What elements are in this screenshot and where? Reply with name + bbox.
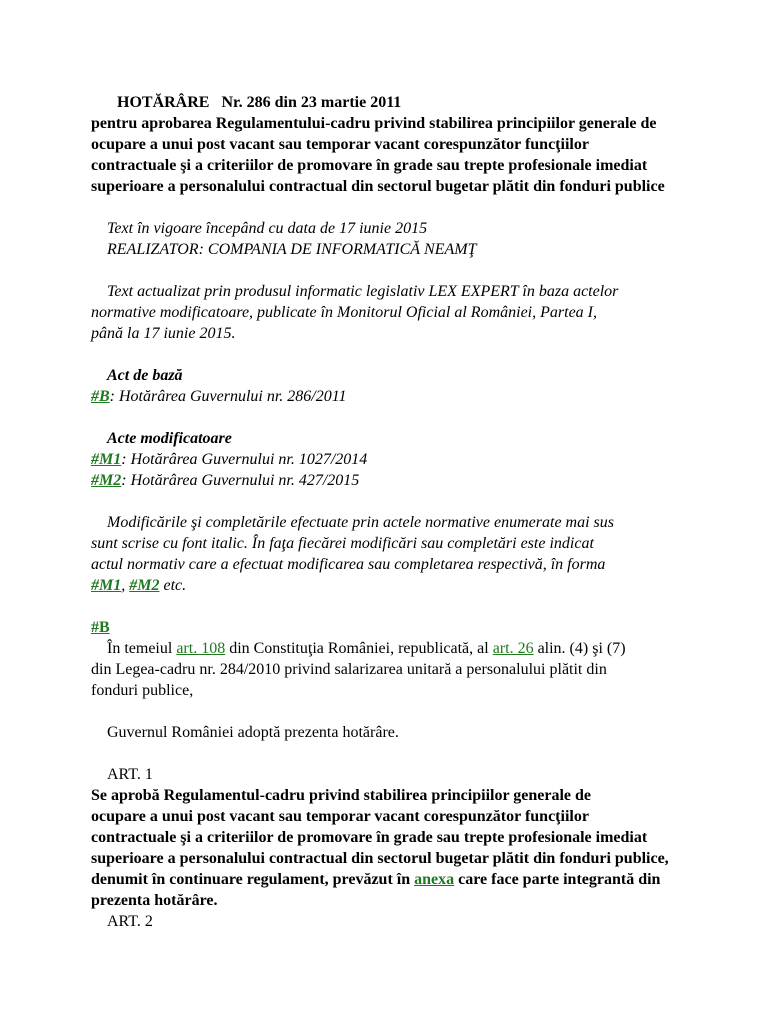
recital-text: În temeiul: [107, 640, 177, 657]
update-note-line: Text actualizat prin produsul informatic legislativ LEX EXPERT în baza actelor: [107, 283, 619, 300]
article-2-title: ART. 2: [107, 913, 153, 930]
body-tag-link[interactable]: #B: [91, 619, 110, 636]
art-108-link[interactable]: art. 108: [176, 640, 226, 657]
explanation-line: actul normativ care a efectuat modificarea sau completarea respectivă, în forma: [91, 556, 606, 573]
article-1-title: ART. 1: [107, 766, 153, 783]
article-1-line: ocupare a unui post vacant sau temporar vacant corespunzător funcţiilor: [91, 808, 589, 825]
example-link-m2[interactable]: #M2: [129, 577, 160, 594]
modifying-acts-heading: Acte modificatoare: [107, 430, 232, 447]
explanation-tail: etc.: [159, 577, 187, 594]
modifying-act-link-m2[interactable]: #M2: [91, 472, 122, 489]
base-act-heading: Act de bază: [107, 367, 183, 384]
body-tag-line: [91, 617, 691, 638]
recital-text: din Constituţia României, republicată, al: [225, 640, 493, 657]
separator: :: [121, 451, 127, 468]
act-number: Nr. 286 din 23 martie 2011: [221, 94, 402, 111]
base-act-text: Hotărârea Guvernului nr. 286/2011: [119, 388, 347, 405]
in-force-note: Text în vigoare începând cu data de 17 iunie 2015: [107, 220, 428, 237]
explanation-line: sunt scrise cu font italic. În faţa fiecărei modificări sau completări este indicat: [91, 535, 594, 552]
act-type: HOTĂRÂRE: [117, 94, 210, 111]
art-26-link[interactable]: art. 26: [492, 640, 534, 657]
update-note-line: normative modificatoare, publicate în Monitorul Oficial al României, Partea I,: [91, 304, 597, 321]
article-1-text: care face parte integrantă din: [454, 871, 661, 888]
act-subject-line: contractuale şi a criteriilor de promovare în grade sau trepte profesionale imediat: [91, 157, 648, 174]
explanation-line: [91, 575, 691, 596]
article-1-text: denumit în continuare regulament, prevăzut în: [91, 871, 415, 888]
act-subject-line: superioare a personalului contractual din sectorul bugetar plătit din fonduri publice: [91, 178, 665, 195]
adoption-statement: Guvernul României adoptă prezenta hotărâre.: [107, 724, 399, 741]
author-note: REALIZATOR: COMPANIA DE INFORMATICĂ NEAMŢ: [107, 241, 477, 258]
article-1-line: superioare a personalului contractual din sectorul bugetar plătit din fonduri publice,: [91, 850, 669, 867]
separator: ,: [121, 577, 130, 594]
update-note-line: până la 17 iunie 2015.: [91, 325, 236, 342]
document-body: [91, 92, 691, 932]
modifying-act-link-m1[interactable]: #M1: [91, 451, 122, 468]
modifying-act-entry: [91, 449, 691, 470]
explanation-line: Modificările şi completările efectuate prin actele normative enumerate mai sus: [107, 514, 614, 531]
act-subject-line: ocupare a unui post vacant sau temporar vacant corespunzător funcţiilor: [91, 136, 589, 153]
article-1-line: contractuale şi a criteriilor de promovare în grade sau trepte profesionale imediat: [91, 829, 648, 846]
separator: :: [109, 388, 115, 405]
article-1-line: prezenta hotărâre.: [91, 892, 218, 909]
base-act-entry: [91, 386, 691, 407]
document-title: [91, 92, 691, 113]
recital-line: [91, 638, 691, 659]
example-link-m1[interactable]: #M1: [91, 577, 122, 594]
article-1-line: [91, 869, 691, 890]
separator: :: [121, 472, 127, 489]
recital-text: alin. (4) şi (7): [533, 640, 626, 657]
anexa-link[interactable]: anexa: [414, 871, 455, 888]
act-subject-line: pentru aprobarea Regulamentului-cadru privind stabilirea principiilor generale de: [91, 115, 657, 132]
article-1-line: Se aprobă Regulamentul-cadru privind stabilirea principiilor generale de: [91, 787, 592, 804]
base-act-link[interactable]: #B: [91, 388, 110, 405]
modifying-act-entry: [91, 470, 691, 491]
modifying-act-text: Hotărârea Guvernului nr. 427/2015: [130, 472, 360, 489]
modifying-act-text: Hotărârea Guvernului nr. 1027/2014: [130, 451, 368, 468]
recital-line: fonduri publice,: [91, 682, 194, 699]
recital-line: din Legea-cadru nr. 284/2010 privind salarizarea unitară a personalului plătit din: [91, 661, 607, 678]
